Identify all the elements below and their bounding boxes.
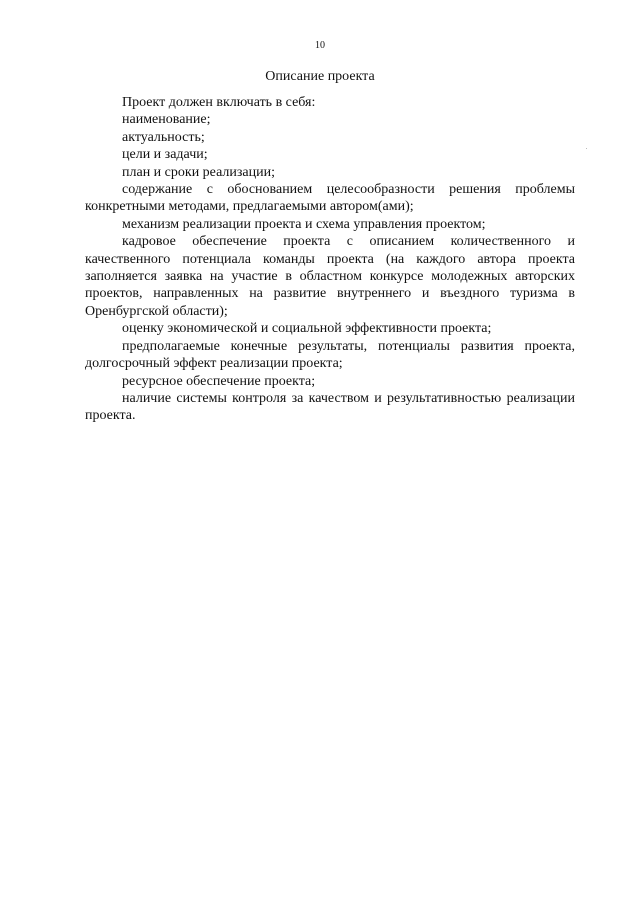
list-item-efficiency: оценку экономической и социальной эффективности проекта;	[122, 321, 492, 337]
list-item-content: содержание с обоснованием целесообразности решения проблемы конкретными методами, предлагаемыми автором(ами);	[85, 182, 575, 215]
list-item-mechanism: механизм реализации проекта и схема управления проектом;	[122, 216, 486, 232]
page-number: 10	[315, 40, 325, 51]
list-item-staffing: кадровое обеспечение проекта с описанием количественного и качественного потенциала команды проекта (на каждого автора проекта заполняется заявка на участие в областном конкурсе молодежных авторских проектов, направленных на развитие внутреннего и въездного туризма в Оренбургской области);	[85, 234, 575, 319]
list-item-control: наличие системы контроля за качеством и результативностью реализации проекта.	[85, 390, 575, 424]
paragraph-intro: Проект должен включать в себя:	[122, 95, 316, 110]
page-title: Описание проекта	[265, 69, 375, 84]
list-item-resources: ресурсное обеспечение проекта;	[122, 373, 316, 389]
list-item-name: наименование;	[122, 112, 211, 128]
list-item-results: предполагаемые конечные результаты, потенциалы развития проекта, долгосрочный эффект реализации проекта;	[85, 338, 575, 372]
list-item-relevance: актуальность;	[122, 129, 205, 145]
list-item-plan: план и сроки реализации;	[122, 164, 275, 180]
document-body	[85, 94, 575, 425]
scan-speck	[586, 148, 587, 149]
list-item-goals: цели и задачи;	[122, 147, 208, 163]
